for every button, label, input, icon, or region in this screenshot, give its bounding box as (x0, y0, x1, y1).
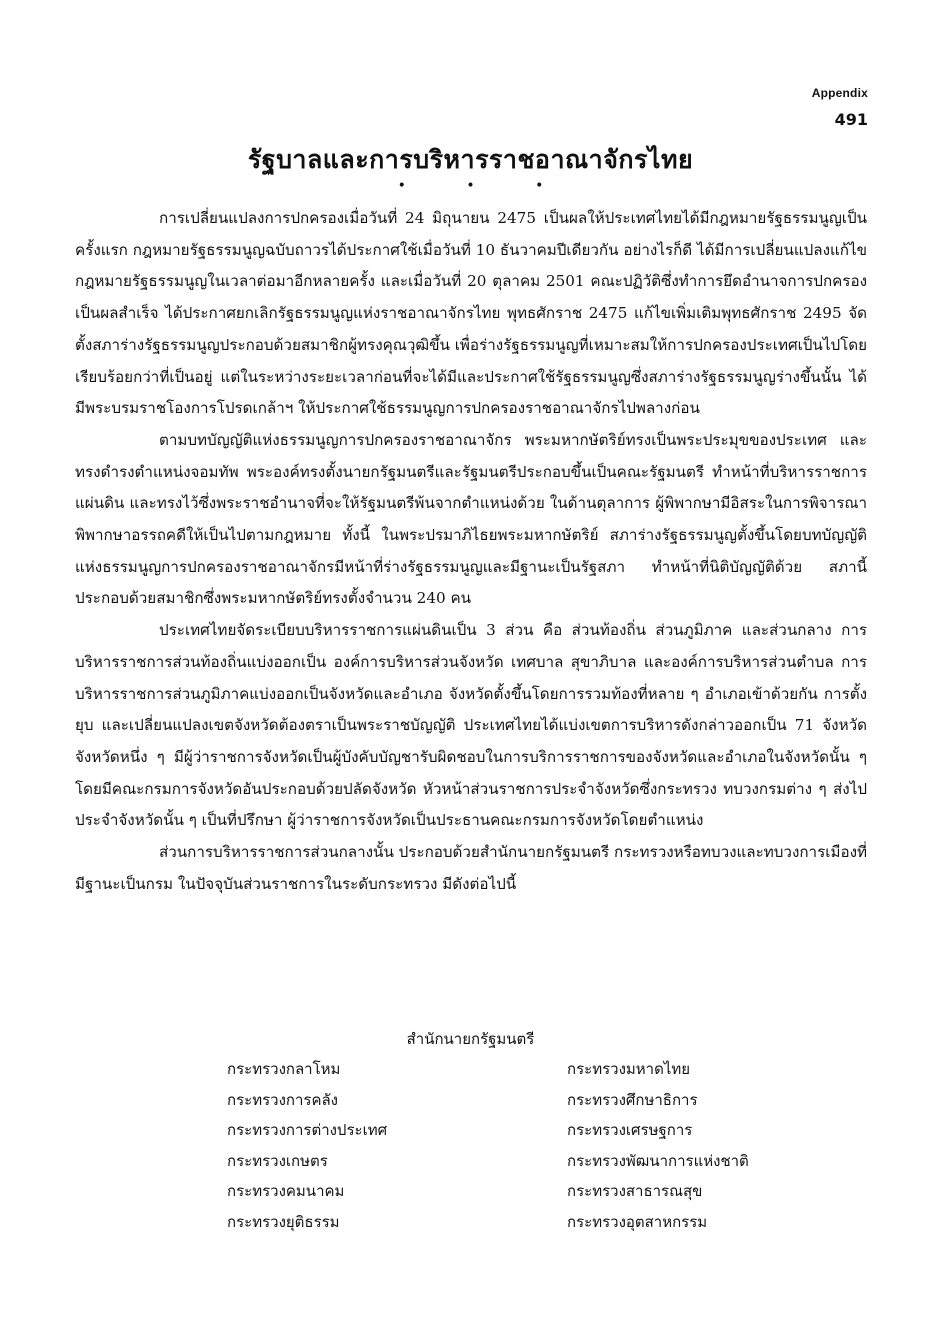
ministry-column-right (567, 1054, 749, 1237)
paragraph-regional-administration: ประเทศไทยจัดระเบียบบริหารราชการแผ่นดินเป็น 3 ส่วน คือ ส่วนท้องถิ่น ส่วนภูมิภาค และส่วนกลาง การบริหารราชการส่วนท้องถิ่นแบ่งออกเป็น องค์การบริหารส่วนจังหวัด เทศบาล สุขาภิบาล และองค์การบริหารส่วนตำบล การบริหารราชการส่วนภูมิภาคแบ่งออกเป็นจังหวัดและอำเภอ จังหวัดตั้งขึ้นโดยการรวมท้องที่หลาย ๆ อำเภอเข้าด้วยกัน การตั้ง ยุบ และเปลี่ยนแปลงเขตจังหวัดต้องตราเป็นพระราชบัญญัติ ประเทศไทยได้แบ่งเขตการบริหารดังกล่าวออกเป็น 71 จังหวัด จังหวัดหนึ่ง ๆ มีผู้ว่าราชการจังหวัดเป็นผู้บังคับบัญชารับผิดชอบในการบริการราชการของจังหวัดและอำเภอในจังหวัดนั้น ๆ โดยมีคณะกรมการจังหวัดอันประกอบด้วยปลัดจังหวัด หัวหน้าส่วนราชการประจำจังหวัดซึ่งกระทรวง ทบวงกรมต่าง ๆ ส่งไปประจำจังหวัดนั้น ๆ เป็นที่ปรึกษา ผู้ว่าราชการจังหวัดเป็นประธานคณะกรมการจังหวัดโดยตำแหน่ง (75, 621, 867, 830)
ministry-item: กระทรวงพัฒนาการแห่งชาติ (567, 1151, 749, 1170)
ministry-item: กระทรวงมหาดไทย (567, 1060, 691, 1078)
ministry-item: กระทรวงการต่างประเทศ (227, 1121, 388, 1139)
office-heading: สำนักนายกรัฐมนตรี (406, 1030, 535, 1048)
body-text (75, 203, 867, 900)
ministry-item: กระทรวงสาธารณสุข (567, 1182, 703, 1200)
ministry-item: กระทรวงเศรษฐการ (567, 1121, 693, 1139)
page-title: รัฐบาลและการบริหารราชอาณาจักรไทย (247, 145, 694, 174)
ministry-item: กระทรวงยุติธรรม (227, 1212, 340, 1231)
section-separator: • • • (397, 178, 572, 194)
ministry-list (0, 1054, 941, 1254)
ministry-item: กระทรวงกลาโหม (227, 1060, 341, 1078)
ministry-item: กระทรวงคมนาคม (227, 1182, 345, 1200)
ministry-item: กระทรวงเกษตร (227, 1151, 328, 1170)
ministry-item: กระทรวงศึกษาธิการ (567, 1090, 698, 1109)
page-number: 491 (834, 110, 868, 129)
ministry-item: กระทรวงการคลัง (227, 1090, 338, 1109)
ministry-column-left (227, 1054, 387, 1237)
ministry-item: กระทรวงอุตสาหกรรม (567, 1212, 708, 1231)
paragraph-central-administration: ส่วนการบริหารราชการส่วนกลางนั้น ประกอบด้วยสำนักนายกรัฐมนตรี กระทรวงหรือทบวงและทบวงการเมืองที่มีฐานะเป็นกรม ในปัจจุบันส่วนราชการในระดับกระทรวง มีดังต่อไปนี้ (75, 843, 867, 893)
paragraph-constitution-history: การเปลี่ยนแปลงการปกครองเมื่อวันที่ 24 มิถุนายน 2475 เป็นผลให้ประเทศไทยได้มีกฎหมายรัฐธรรมนูญเป็นครั้งแรก กฎหมายรัฐธรรมนูญฉบับถาวรได้ประกาศใช้เมื่อวันที่ 10 ธันวาคมปีเดียวกัน อย่างไรก็ดี ได้มีการเปลี่ยนแปลงแก้ไขกฎหมายรัฐธรรมนูญในเวลาต่อมาอีกหลายครั้ง และเมื่อวันที่ 20 ตุลาคม 2501 คณะปฏิวัติซึ่งทำการยึดอำนาจการปกครองเป็นผลสำเร็จ ได้ประกาศยกเลิกรัฐธรรมนูญแห่งราชอาณาจักรไทย พุทธศักราช 2475 แก้ไขเพิ่มเติมพุทธศักราช 2495 จัดตั้งสภาร่างรัฐธรรมนูญประกอบด้วยสมาชิกผู้ทรงคุณวุฒิขึ้น เพื่อร่างรัฐธรรมนูญที่เหมาะสมให้การปกครองประเทศเป็นไปโดยเรียบร้อยกว่าที่เป็นอยู่ แต่ในระหว่างระยะเวลาก่อนที่จะได้มีและประกาศใช้รัฐธรรมนูญซึ่งสภาร่างรัฐธรรมนูญร่างขึ้นนั้น ได้มีพระบรมราชโองการโปรดเกล้าฯ ให้ประกาศใช้ธรรมนูญการปกครองราชอาณาจักรไปพลางก่อน (75, 209, 868, 418)
appendix-label: Appendix (811, 86, 868, 100)
paragraph-charter-provisions: ตามบทบัญญัติแห่งธรรมนูญการปกครองราชอาณาจักร พระมหากษัตริย์ทรงเป็นพระประมุขของประเทศ และทรงดำรงตำแหน่งจอมทัพ พระองค์ทรงตั้งนายกรัฐมนตรีและรัฐมนตรีประกอบขึ้นเป็นคณะรัฐมนตรี ทำหน้าที่บริหารราชการแผ่นดิน และทรงไว้ซึ่งพระราชอำนาจที่จะให้รัฐมนตรีพ้นจากตำแหน่งด้วย ในด้านตุลาการ ผู้พิพากษามีอิสระในการพิจารณาพิพากษาอรรถคดีให้เป็นไปตามกฎหมาย ทั้งนี้ ในพระปรมาภิไธยพระมหากษัตริย์ สภาร่างรัฐธรรมนูญตั้งขึ้นโดยบทบัญญัติแห่งธรรมนูญการปกครองราชอาณาจักรมีหน้าที่ร่างรัฐธรรมนูญและมีฐานะเป็นรัฐสภา ทำหน้าที่นิติบัญญัติด้วย สภานี้ประกอบด้วยสมาชิกซึ่งพระมหากษัตริย์ทรงตั้งจำนวน 240 คน (75, 430, 867, 608)
